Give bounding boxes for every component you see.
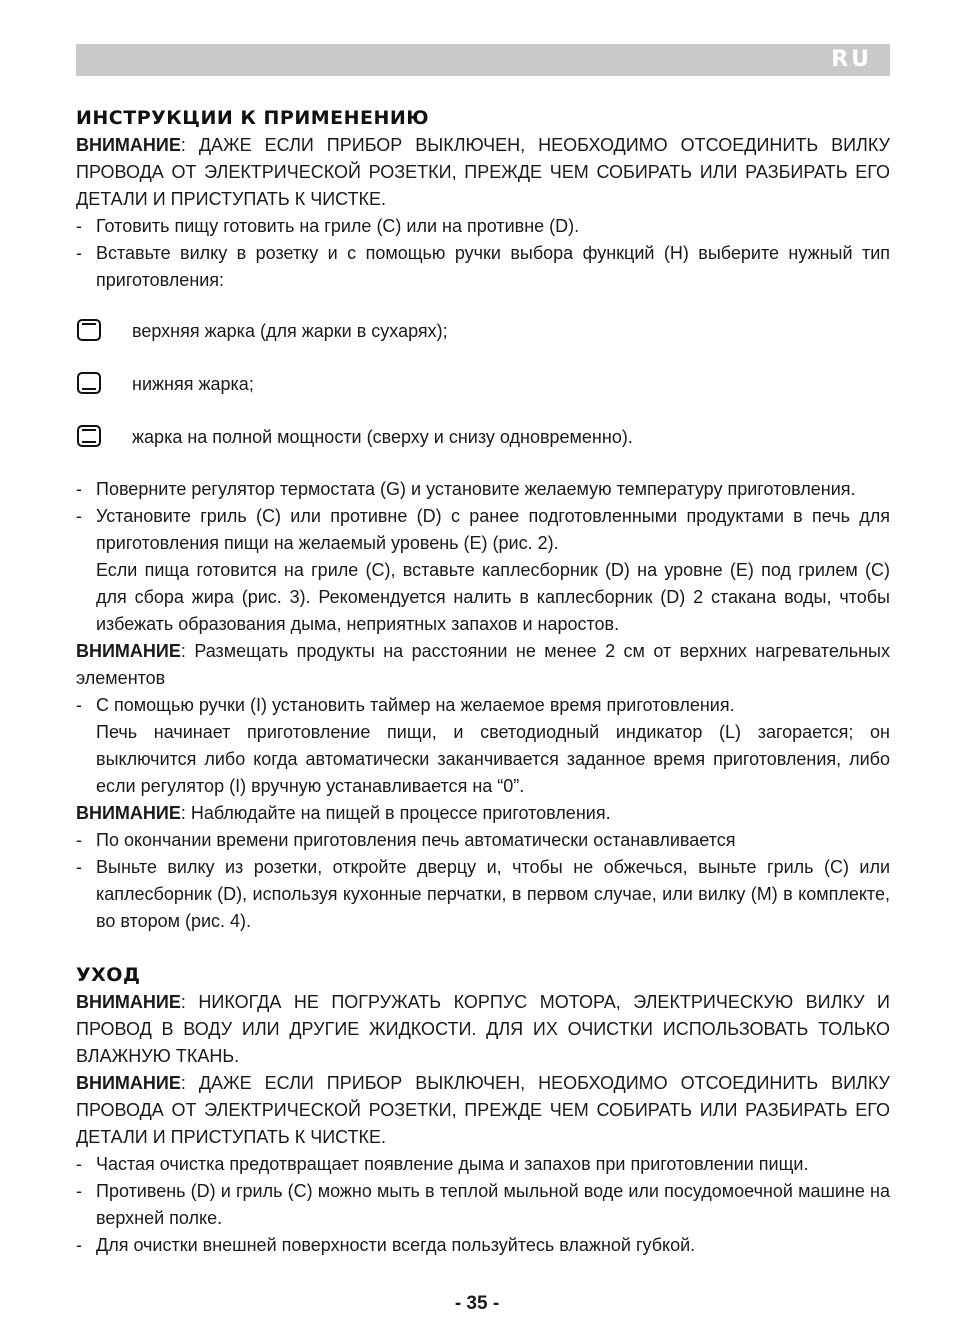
mode-label: жарка на полной мощности (сверху и снизу одновременно). <box>132 426 633 447</box>
warning-paragraph <box>76 800 890 827</box>
list-item <box>76 692 890 800</box>
care-title: УХОД <box>76 964 141 986</box>
heating-mode-list <box>76 318 890 450</box>
list-item-text: Установите гриль (C) или противне (D) с ранее подготовленными продуктами в печь для приготовления пищи на желаемый уровень (E) (рис. 2). <box>96 506 890 553</box>
warning-paragraph <box>76 1070 890 1151</box>
warning-text: : Размещать продукты на расстоянии не менее 2 см от верхних нагревательных элементов <box>76 641 890 688</box>
step-list <box>76 213 890 294</box>
step-list <box>76 1151 890 1259</box>
header-bar <box>76 44 890 76</box>
list-item: - Вставьте вилку в розетку и с помощью ручки выбора функций (H) выберите нужный тип приготовления: <box>76 240 890 294</box>
list-item-text: С помощью ручки (I) установить таймер на желаемое время приготовления. <box>96 695 735 715</box>
step-list <box>76 692 890 800</box>
mode-item-top-heat <box>76 318 890 344</box>
page-number: - 35 - <box>454 1293 500 1314</box>
warning-text: : Наблюдайте на пищей в процессе приготовления. <box>180 803 611 823</box>
list-item: - Поверните регулятор термостата (G) и установите желаемую температуру приготовления. <box>76 476 890 503</box>
language-code: RU <box>831 47 872 72</box>
mode-item-full-heat <box>76 424 890 450</box>
warning-label: ВНИМАНИЕ <box>76 803 181 823</box>
list-item-continuation: Печь начинает приготовление пищи, и светодиодный индикатор (L) загорается; он выключится либо когда автоматически заканчивается заданное время приготовления, либо если регулятор (I) вручную устанавливается на “0”. <box>96 722 890 796</box>
instructions-title: ИНСТРУКЦИИ К ПРИМЕНЕНИЮ <box>76 107 430 129</box>
mode-label: нижняя жарка; <box>132 373 254 394</box>
list-item: - Для очистки внешней поверхности всегда пользуйтесь влажной губкой. <box>76 1232 890 1259</box>
warning-text: : НИКОГДА НЕ ПОГРУЖАТЬ КОРПУС МОТОРА, ЭЛЕКТРИЧЕСКУЮ ВИЛКУ И ПРОВОД В ВОДУ ИЛИ ДРУГИЕ ЖИДКОСТИ. ДЛЯ ИХ ОЧИСТКИ ИСПОЛЬЗОВАТЬ ТОЛЬКО ВЛАЖНУЮ ТКАНЬ. <box>76 992 890 1066</box>
bottom-heat-icon <box>76 371 132 397</box>
top-heat-icon <box>76 318 132 344</box>
warning-paragraph <box>76 989 890 1070</box>
warning-paragraph <box>76 638 890 692</box>
mode-item-bottom-heat <box>76 371 890 397</box>
warning-label: ВНИМАНИЕ <box>76 1073 181 1093</box>
page-content <box>76 104 890 1259</box>
list-item: - Выньте вилку из розетки, откройте дверцу и, чтобы не обжечься, выньте гриль (C) или каплесборник (D), используя кухонные перчатки, в первом случае, или вилку (M) в комплекте, во втором (рис. 4). <box>76 854 890 935</box>
list-item: - Противень (D) и гриль (C) можно мыть в теплой мыльной воде или посудомоечной машине на верхней полке. <box>76 1178 890 1232</box>
warning-label: ВНИМАНИЕ <box>76 992 181 1012</box>
section-spacer <box>76 935 890 961</box>
list-item <box>76 503 890 638</box>
list-item: - Готовить пищу готовить на гриле (C) или на противне (D). <box>76 213 890 240</box>
mode-label: верхняя жарка (для жарки в сухарях); <box>132 320 448 341</box>
list-item: - По окончании времени приготовления печь автоматически останавливается <box>76 827 890 854</box>
warning-label: ВНИМАНИЕ <box>76 641 181 661</box>
warning-label: ВНИМАНИЕ <box>76 135 181 155</box>
list-item: - Частая очистка предотвращает появление дыма и запахов при приготовлении пищи. <box>76 1151 890 1178</box>
step-list <box>76 476 890 638</box>
full-heat-icon <box>76 424 132 450</box>
warning-text: : ДАЖЕ ЕСЛИ ПРИБОР ВЫКЛЮЧЕН, НЕОБХОДИМО ОТСОЕДИНИТЬ ВИЛКУ ПРОВОДА ОТ ЭЛЕКТРИЧЕСКОЙ РОЗЕТКИ, ПРЕЖДЕ ЧЕМ СОБИРАТЬ ИЛИ РАЗБИРАТЬ ЕГО ДЕТАЛИ И ПРИСТУПАТЬ К ЧИСТКЕ. <box>76 135 890 209</box>
warning-text: : ДАЖЕ ЕСЛИ ПРИБОР ВЫКЛЮЧЕН, НЕОБХОДИМО ОТСОЕДИНИТЬ ВИЛКУ ПРОВОДА ОТ ЭЛЕКТРИЧЕСКОЙ РОЗЕТКИ, ПРЕЖДЕ ЧЕМ СОБИРАТЬ ИЛИ РАЗБИРАТЬ ЕГО ДЕТАЛИ И ПРИСТУПАТЬ К ЧИСТКЕ. <box>76 1073 890 1147</box>
list-item-continuation: Если пища готовится на гриле (C), вставьте каплесборник (D) на уровне (E) под грилем (C) для сбора жира (рис. 3). Рекомендуется налить в каплесборник (D) 2 стакана воды, чтобы избежать образования дыма, неприятных запахов и наростов. <box>96 560 890 634</box>
warning-paragraph <box>76 132 890 213</box>
step-list <box>76 827 890 935</box>
